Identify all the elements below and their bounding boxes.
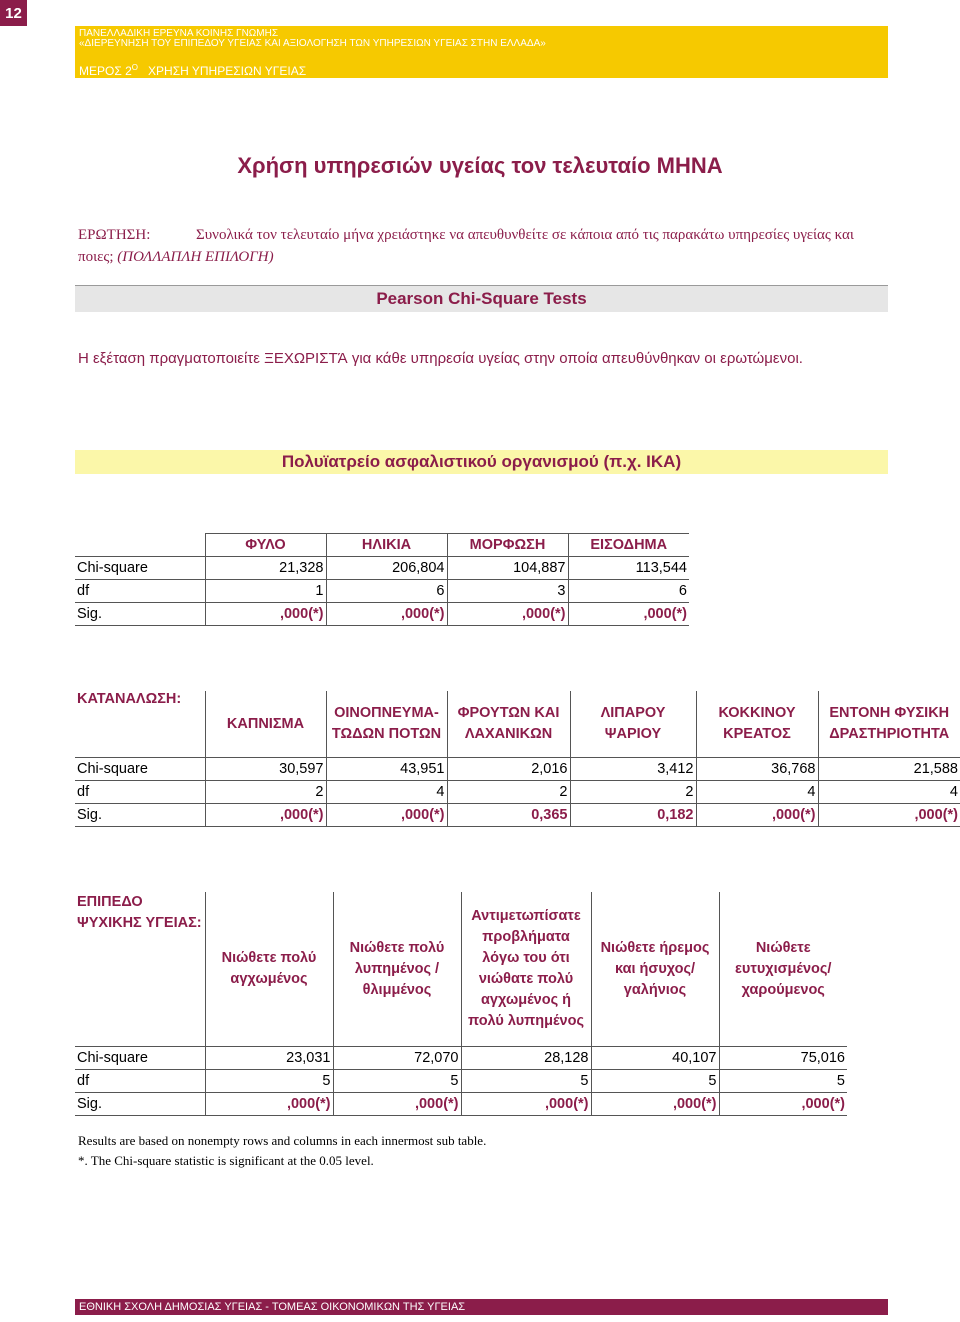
table-row: [75, 781, 960, 804]
question-note: (ΠΟΛΛΑΠΛΗ ΕΠΙΛΟΓΗ): [117, 249, 274, 265]
row-label: df: [75, 781, 205, 804]
column-header: ΚΟΚΚΙΝΟΥ ΚΡΕΑΤΟΣ: [696, 691, 818, 758]
question-block: [78, 224, 890, 268]
table-cell: ,000(*): [326, 603, 447, 626]
table-cell: 0,182: [570, 804, 696, 827]
header-part: ΜΕΡΟΣ $2^O$ ΧΡΗΣΗ ΥΠΗΡΕΣΙΩΝ ΥΓΕΙΑΣ: [79, 63, 307, 78]
row-label: Chi-square: [75, 557, 205, 580]
column-header: Αντιμετωπίσατε προβλήματα λόγω του ότι νιώθατε πολύ αγχωμένος ή πολύ λυπημένος: [461, 892, 591, 1047]
table-cell: 2: [205, 781, 326, 804]
table-cell: 104,887: [447, 557, 568, 580]
table-header-row: [75, 534, 689, 557]
table-row: [75, 804, 960, 827]
table-cell: 21,328: [205, 557, 326, 580]
table-cell: ,000(*): [461, 1093, 591, 1116]
table-cell: 2,016: [447, 758, 570, 781]
table-cell: 3,412: [570, 758, 696, 781]
table-cell: ,000(*): [818, 804, 960, 827]
table-row: [75, 580, 689, 603]
table-header-row: [75, 892, 847, 1047]
column-header: ΦΥΛΟ: [205, 534, 326, 557]
row-label: Chi-square: [75, 1047, 205, 1070]
table-cell: 43,951: [326, 758, 447, 781]
question-text: Συνολικά τον τελευταίο μήνα χρειάστηκε να απευθυνθείτε σε κάποια από τις παρακάτω υπηρεσίες υγείας και ποιες;: [78, 227, 854, 265]
section-title: Pearson Chi-Square Tests: [376, 289, 587, 308]
table-cell: 0,365: [447, 804, 570, 827]
table-cell: 206,804: [326, 557, 447, 580]
row-label: Sig.: [75, 1093, 205, 1116]
chi-square-table-consumption: [75, 691, 960, 827]
footnotes: [78, 1131, 486, 1171]
table-cell: 30,597: [205, 758, 326, 781]
row-label: Sig.: [75, 603, 205, 626]
subsection-title-band: [75, 450, 888, 474]
table-cell: 6: [326, 580, 447, 603]
table-cell: 1: [205, 580, 326, 603]
table-cell: 3: [447, 580, 568, 603]
table-cell: 4: [326, 781, 447, 804]
table-row: [75, 1047, 847, 1070]
table-cell: ,000(*): [591, 1093, 719, 1116]
column-header: ΦΡΟΥΤΩΝ ΚΑΙ ΛΑΧΑΝΙΚΩΝ: [447, 691, 570, 758]
row-label: df: [75, 580, 205, 603]
table-cell: ,000(*): [205, 603, 326, 626]
table-cell: 5: [719, 1070, 847, 1093]
table-cell: ,000(*): [447, 603, 568, 626]
running-footer: [75, 1299, 888, 1315]
row-label: Sig.: [75, 804, 205, 827]
chi-square-table-demographics: [75, 533, 689, 626]
page-number: 12: [0, 0, 27, 26]
header-line-2: «ΔΙΕΡΕΥΝΗΣΗ ΤΟΥ ΕΠΙΠΕΔΟΥ ΥΓΕΙΑΣ ΚΑΙ ΑΞΙΟΛΟΓΗΣΗ ΤΩΝ ΥΠΗΡΕΣΙΩΝ ΥΓΕΙΑΣ ΣΤΗΝ ΕΛΛΑΔΑ»: [79, 38, 546, 49]
table-cell: ,000(*): [333, 1093, 461, 1116]
section-title-band: [75, 285, 888, 312]
subsection-title: Πολυϊατρείο ασφαλιστικού οργανισμού (π.χ. ΙΚΑ): [281, 452, 682, 471]
table-cell: 5: [333, 1070, 461, 1093]
column-header: ΛΙΠΑΡΟΥ ΨΑΡΙΟΥ: [570, 691, 696, 758]
table-cell: 40,107: [591, 1047, 719, 1070]
table-cell: ,000(*): [696, 804, 818, 827]
running-header: [75, 26, 888, 78]
table-cell: 4: [696, 781, 818, 804]
table-cell: 4: [818, 781, 960, 804]
table-cell: 6: [568, 580, 689, 603]
column-header: ΕΝΤΟΝΗ ΦΥΣΙΚΗ ΔΡΑΣΤΗΡΙΟΤΗΤΑ: [818, 691, 960, 758]
table-cell: ,000(*): [568, 603, 689, 626]
question-label: ΕΡΩΤΗΣΗ:: [78, 227, 151, 243]
chi-square-table-mental-health: [75, 892, 847, 1116]
table-cell: 2: [447, 781, 570, 804]
table-cell: 21,588: [818, 758, 960, 781]
table-cell: 5: [205, 1070, 333, 1093]
column-header: ΚΑΠΝΙΣΜΑ: [205, 691, 326, 758]
column-header: ΕΙΣΟΔΗΜΑ: [568, 534, 689, 557]
column-header: Νιώθετε ευτυχισμένος/ χαρούμενος: [719, 892, 847, 1047]
table-cell: ,000(*): [205, 1093, 333, 1116]
row-label: Chi-square: [75, 758, 205, 781]
table-cell: 72,070: [333, 1047, 461, 1070]
intro-text: Η εξέταση πραγματοποιείτε ΞΕΧΩΡΙΣΤΆ για κάθε υπηρεσία υγείας στην οποία απευθύνθηκαν οι ερωτώμενοι.: [78, 350, 803, 367]
table-row: [75, 1070, 847, 1093]
header-line-1: ΠΑΝΕΛΛΑΔΙΚΗ ΕΡΕΥΝΑ ΚΟΙΝΗΣ ΓΝΩΜΗΣ: [79, 28, 278, 39]
page-title: Χρήση υπηρεσιών υγείας τον τελευταίο ΜΗΝΑ: [237, 153, 723, 178]
table-cell: 5: [591, 1070, 719, 1093]
footnote: *. The Chi-square statistic is significant at the 0.05 level.: [78, 1153, 374, 1168]
column-header: Νιώθετε ήρεμος και ήσυχος/ γαλήνιος: [591, 892, 719, 1047]
table-cell: 28,128: [461, 1047, 591, 1070]
table-cell: ,000(*): [326, 804, 447, 827]
table-header-row: [75, 691, 960, 758]
table-row: [75, 758, 960, 781]
table-row: [75, 603, 689, 626]
column-header: ΜΟΡΦΩΣΗ: [447, 534, 568, 557]
table-cell: 5: [461, 1070, 591, 1093]
table-cell: 75,016: [719, 1047, 847, 1070]
column-header: Νιώθετε πολύ αγχωμένος: [205, 892, 333, 1047]
table-cell: 23,031: [205, 1047, 333, 1070]
table-cell: ,000(*): [719, 1093, 847, 1116]
table-row: [75, 1093, 847, 1116]
column-header: ΟΙΝΟΠΝΕΥΜΑ-ΤΩΔΩΝ ΠΟΤΩΝ: [326, 691, 447, 758]
row-header-label: ΕΠΙΠΕΔΟ ΨΥΧΙΚΗΣ ΥΓΕΙΑΣ:: [77, 894, 202, 931]
table-row: [75, 557, 689, 580]
footnote: Results are based on nonempty rows and columns in each innermost sub table.: [78, 1133, 487, 1148]
column-header: ΗΛΙΚΙΑ: [326, 534, 447, 557]
row-label: df: [75, 1070, 205, 1093]
row-header-label: ΚΑΤΑΝΑΛΩΣΗ:: [77, 691, 182, 707]
footer-text: ΕΘΝΙΚΗ ΣΧΟΛΗ ΔΗΜΟΣΙΑΣ ΥΓΕΙΑΣ - ΤΟΜΕΑΣ ΟΙΚΟΝΟΜΙΚΩΝ ΤΗΣ ΥΓΕΙΑΣ: [79, 1301, 466, 1313]
table-cell: 36,768: [696, 758, 818, 781]
column-header: Νιώθετε πολύ λυπημένος /θλιμμένος: [333, 892, 461, 1047]
table-cell: 2: [570, 781, 696, 804]
table-cell: 113,544: [568, 557, 689, 580]
table-cell: ,000(*): [205, 804, 326, 827]
